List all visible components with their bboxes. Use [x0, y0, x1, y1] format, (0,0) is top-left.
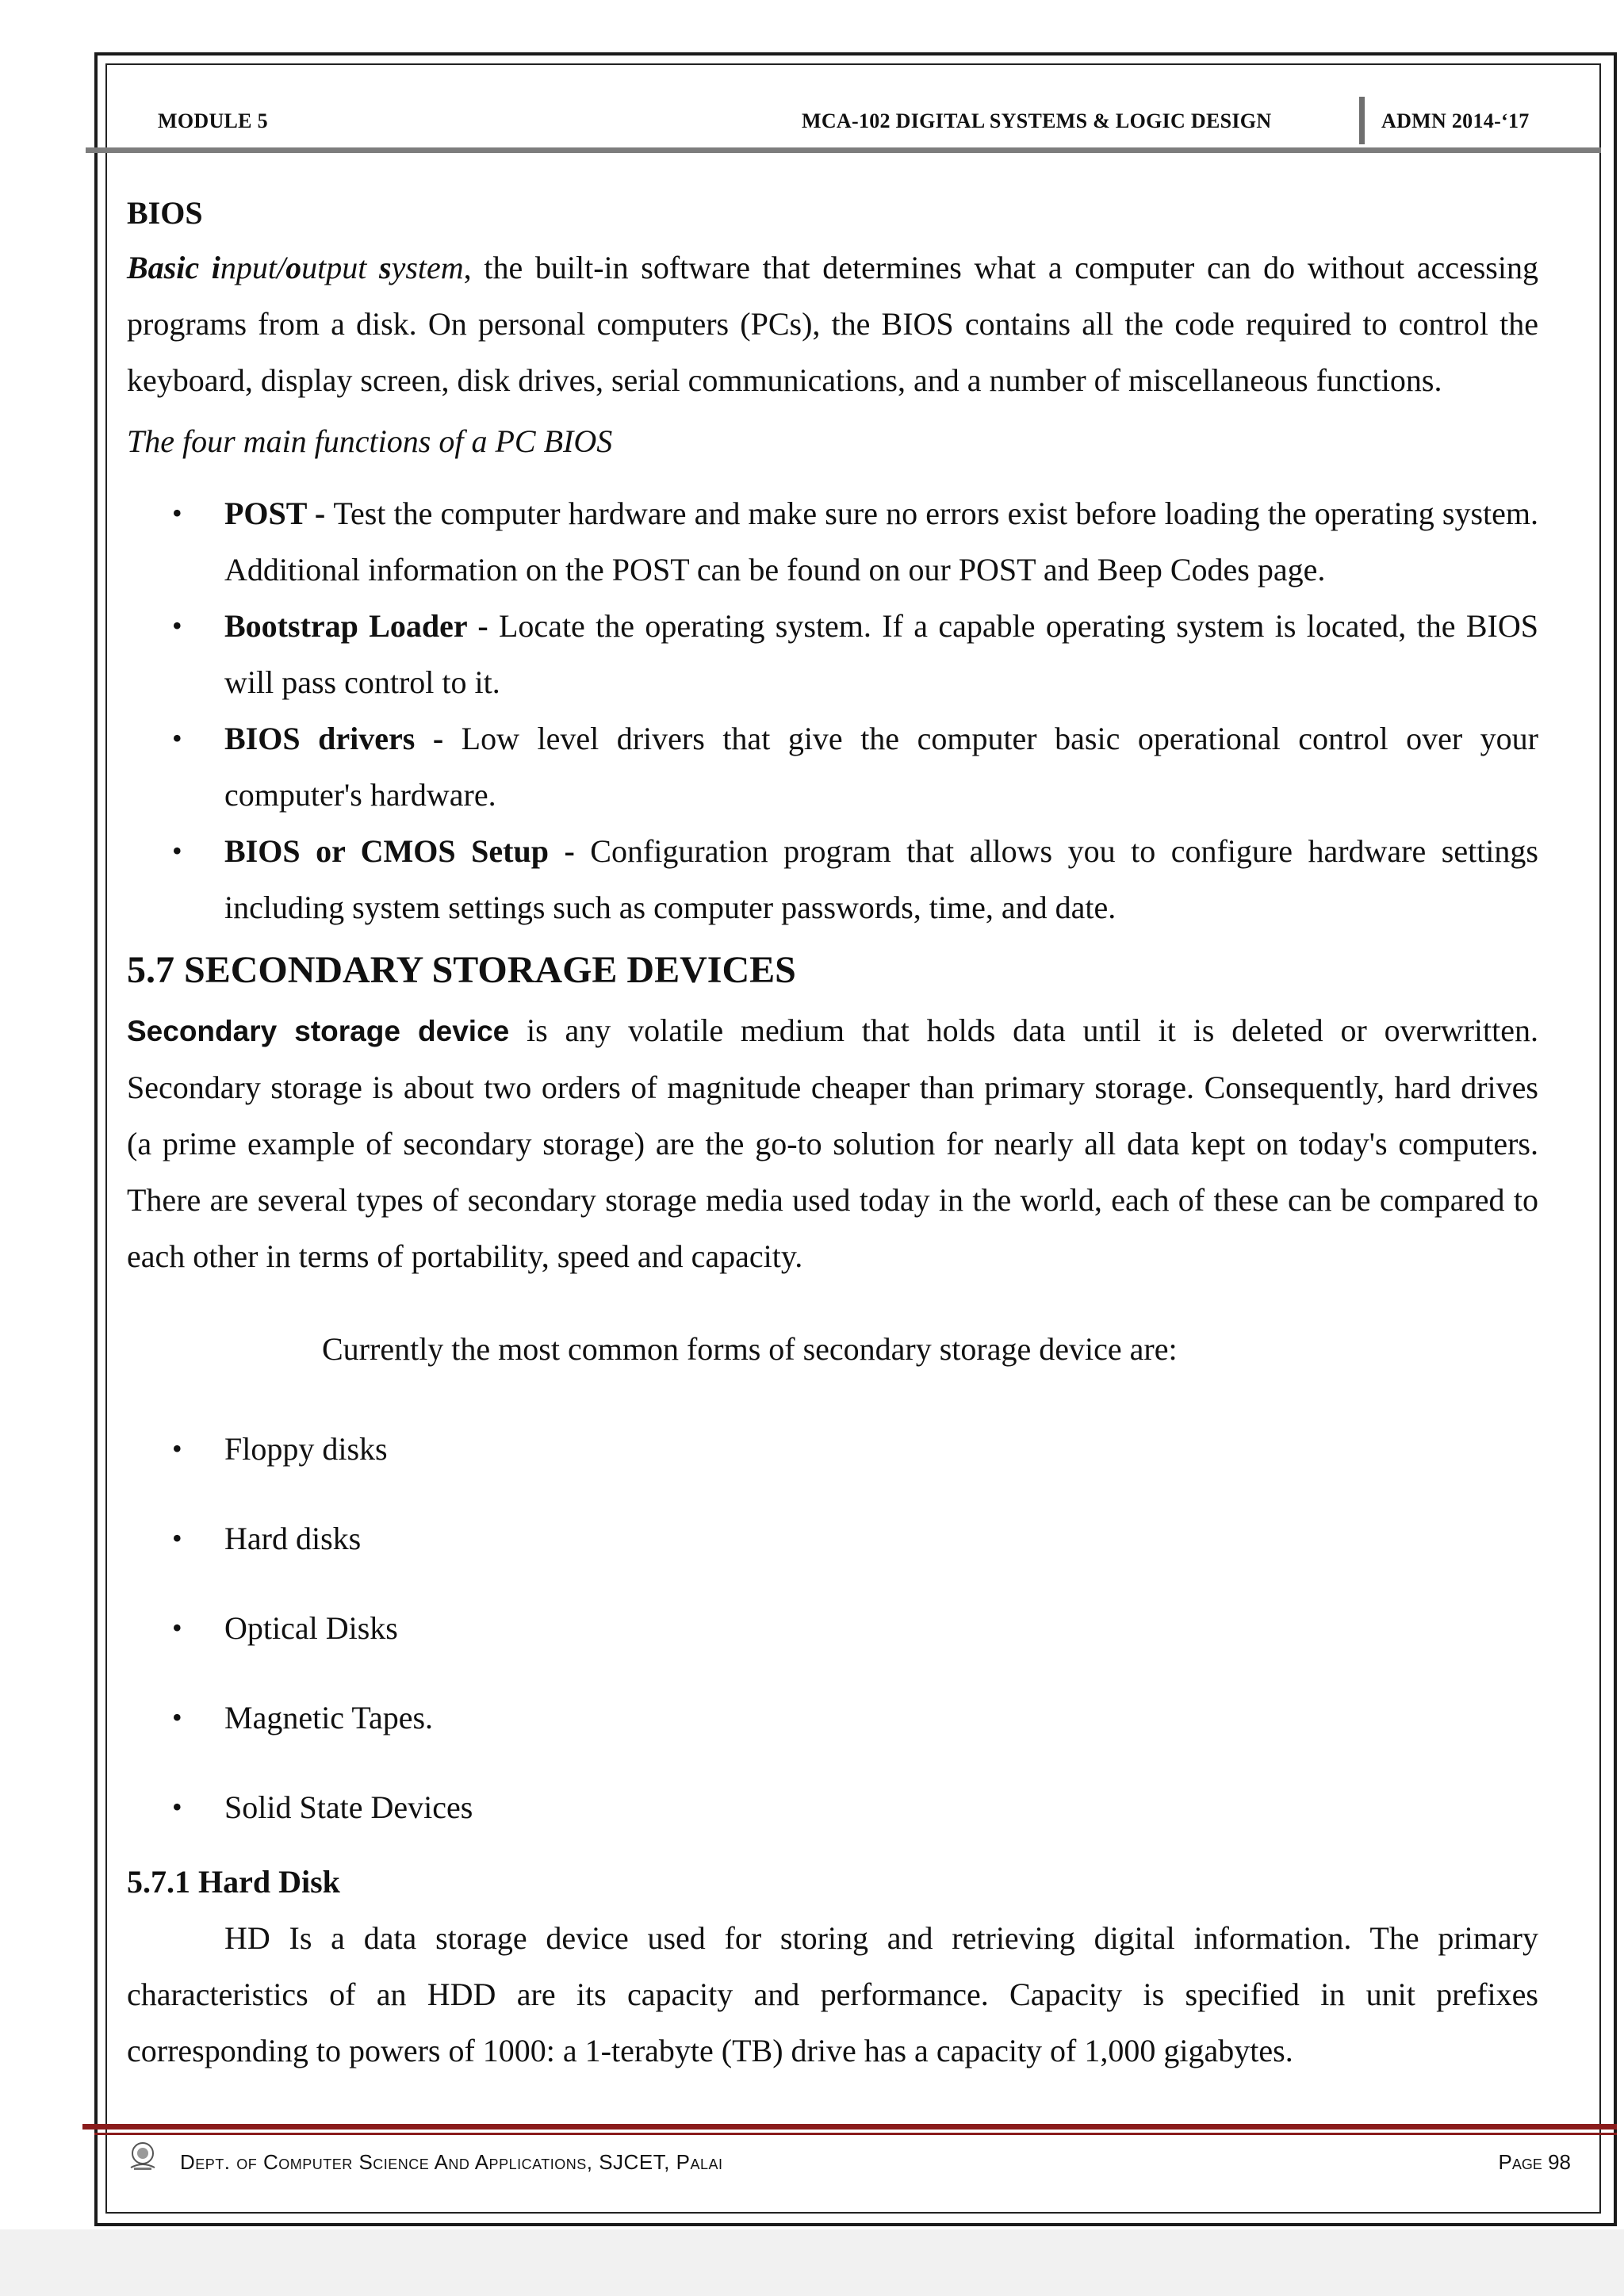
list-item — [127, 485, 1538, 598]
text-run: digital — [1094, 1920, 1175, 1956]
page-bottom-margin — [0, 2229, 1624, 2296]
text-run: unit prefixes — [1365, 1976, 1538, 2012]
list-item: • Magnetic Tapes. — [127, 1673, 1538, 1762]
page-content — [127, 187, 1538, 2079]
text-run: gigabytes — [1163, 2033, 1285, 2068]
college-emblem-icon — [126, 2139, 159, 2172]
admission-label: ADMN 2014-‘17 — [1381, 109, 1530, 132]
list-item — [127, 710, 1538, 823]
text-run: information. The primary characteristics of an HDD are its capacity and — [127, 1920, 1538, 2012]
bios-term-part: utput — [301, 250, 380, 285]
text-run: performance — [820, 1976, 981, 2012]
text-run: . — [1285, 2033, 1293, 2068]
bios-functions-list — [127, 485, 1538, 936]
storage-forms-intro: Currently the most common forms of secondary storage device are: — [322, 1331, 1178, 1367]
bios-intro-text: , the built-in software that determines what a computer can do without accessing programs from a disk. On personal computers (PCs), the BIOS contains all the code required to control the keyboard, display screen, disk drives, serial communications, and a number of miscellaneous functions. — [127, 250, 1538, 398]
list-item: • Optical Disks — [127, 1583, 1538, 1673]
function-text: Locate the operating system. If a capable operating system is located, the BIOS will pass control to it. — [224, 608, 1539, 700]
list-item: • Hard disks — [127, 1494, 1538, 1583]
bios-term-part: ystem — [391, 250, 464, 285]
bios-term-part: s — [379, 250, 392, 285]
section-heading: 5.7 SECONDARY STORAGE DEVICES — [127, 949, 796, 991]
bios-term-part: nput/ — [220, 250, 286, 285]
secondary-term: Secondary storage device — [127, 1015, 510, 1047]
bios-term-part: Basic i — [127, 250, 220, 285]
list-item — [127, 598, 1538, 710]
text-run: terabyte — [611, 2033, 714, 2068]
text-run: data storage device — [363, 1920, 629, 1956]
function-term: POST - — [224, 496, 334, 531]
module-label: MODULE 5 — [158, 109, 268, 132]
function-term: BIOS or CMOS Setup - — [224, 833, 591, 869]
header-divider — [1359, 97, 1365, 144]
bios-intro — [127, 239, 1538, 408]
text-run: HD Is a — [224, 1920, 364, 1956]
text-run: (TB) drive has a capacity of 1,000 — [713, 2033, 1164, 2068]
bios-term-part: o — [285, 250, 302, 285]
subsection-heading: 5.7.1 Hard Disk — [127, 1864, 340, 1900]
function-text: Low level drivers that give the computer basic operational control over your computer's hardware. — [224, 721, 1538, 813]
function-text: Test the computer hardware and make sure no errors exist before loading the operating system. Additional information on the POST can be found on our POST and Beep Codes page. — [224, 496, 1538, 587]
bios-heading: BIOS — [127, 195, 203, 231]
function-term: Bootstrap Loader - — [224, 608, 499, 644]
function-term: BIOS drivers - — [224, 721, 462, 756]
header-rule — [86, 147, 1601, 153]
text-run: corresponding to powers of 1000: a 1- — [127, 2033, 611, 2068]
function-text: Configuration program that allows you to configure hardware settings including system settings such as computer passwords, time, and date. — [224, 833, 1538, 925]
text-run: used for storing and retrieving — [628, 1920, 1094, 1956]
secondary-text: is any volatile medium that holds data until it is deleted or overwritten. Secondary storage is about two orders of magnitude cheaper than primary storage. Consequently, hard drives (a prime example of secondary storage) are the go-to solution for nearly all data kept on today's computers. There are several types of secondary storage media used today in the world, each of these can be compared to each other in terms of portability, speed and capacity. — [127, 1012, 1538, 1274]
footer-rule — [82, 2124, 1617, 2130]
page-number: Page 98 — [1498, 2150, 1571, 2174]
course-title: MCA-102 DIGITAL SYSTEMS & LOGIC DESIGN — [802, 109, 1272, 132]
department-label: Dept. of Computer Science And Applications, SJCET, Palai — [180, 2150, 723, 2174]
list-item: • Solid State Devices — [127, 1762, 1538, 1852]
list-item — [127, 823, 1538, 936]
text-run: . Capacity is specified in — [980, 1976, 1366, 2012]
storage-forms-list — [127, 1404, 1538, 1852]
list-item: • Floppy disks — [127, 1404, 1538, 1494]
secondary-paragraph — [127, 1002, 1538, 1284]
page-header — [105, 86, 1601, 149]
footer-rule-thin — [94, 2133, 1617, 2135]
page-footer — [105, 2136, 1601, 2183]
bios-functions-caption: The four main functions of a PC BIOS — [127, 423, 613, 459]
hard-disk-paragraph — [127, 1910, 1538, 2079]
